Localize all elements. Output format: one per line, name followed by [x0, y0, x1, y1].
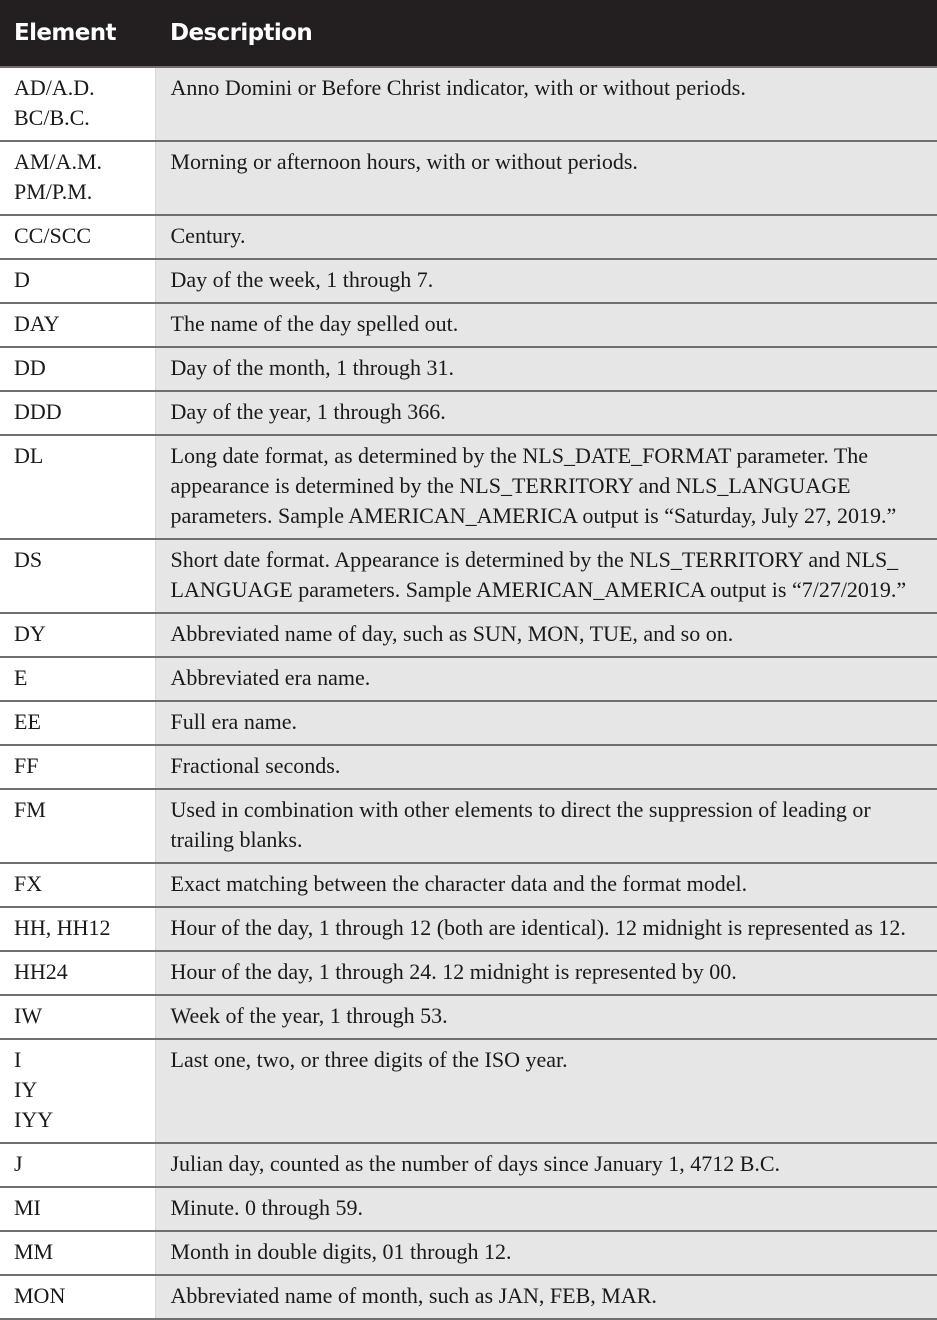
table-row — [0, 863, 937, 907]
element-cell: MM — [0, 1231, 155, 1275]
table-row — [0, 1039, 937, 1143]
description-cell: Abbreviated name of month, such as JAN, FEB, MAR. — [155, 1275, 937, 1319]
table-row — [0, 907, 937, 951]
element-cell: FX — [0, 863, 155, 907]
table-row — [0, 1187, 937, 1231]
element-cell: MON — [0, 1275, 155, 1319]
table-row — [0, 259, 937, 303]
description-cell: Abbreviated name of day, such as SUN, MON, TUE, and so on. — [155, 613, 937, 657]
element-cell: AD/A.D. BC/B.C. — [0, 67, 155, 141]
description-cell: Day of the year, 1 through 366. — [155, 391, 937, 435]
table-row — [0, 67, 937, 141]
element-cell: I IY IYY — [0, 1039, 155, 1143]
description-cell: Full era name. — [155, 701, 937, 745]
table-row — [0, 745, 937, 789]
description-cell: Month in double digits, 01 through 12. — [155, 1231, 937, 1275]
table-row — [0, 1275, 937, 1319]
element-cell: MI — [0, 1187, 155, 1231]
description-cell: The name of the day spelled out. — [155, 303, 937, 347]
element-cell: FF — [0, 745, 155, 789]
description-cell: Minute. 0 through 59. — [155, 1187, 937, 1231]
element-cell: IW — [0, 995, 155, 1039]
table-row — [0, 347, 937, 391]
description-cell: Exact matching between the character data and the format model. — [155, 863, 937, 907]
description-cell: Hour of the day, 1 through 12 (both are identical). 12 midnight is represented as 12. — [155, 907, 937, 951]
element-cell: E — [0, 657, 155, 701]
table-row — [0, 435, 937, 539]
table-row — [0, 539, 937, 613]
element-cell: DS — [0, 539, 155, 613]
table-row — [0, 303, 937, 347]
description-cell: Week of the year, 1 through 53. — [155, 995, 937, 1039]
header-element: Element — [0, 0, 155, 67]
element-cell: HH24 — [0, 951, 155, 995]
table-row — [0, 657, 937, 701]
element-cell: CC/SCC — [0, 215, 155, 259]
table-row — [0, 995, 937, 1039]
table-row — [0, 1143, 937, 1187]
table-row — [0, 701, 937, 745]
element-cell: AM/A.M. PM/P.M. — [0, 141, 155, 215]
element-cell: DY — [0, 613, 155, 657]
description-cell: Day of the month, 1 through 31. — [155, 347, 937, 391]
table-row — [0, 391, 937, 435]
table-row — [0, 613, 937, 657]
element-cell: FM — [0, 789, 155, 863]
description-cell: Morning or afternoon hours, with or without periods. — [155, 141, 937, 215]
element-cell: EE — [0, 701, 155, 745]
table-row — [0, 141, 937, 215]
table-row — [0, 215, 937, 259]
description-cell: Julian day, counted as the number of days since January 1, 4712 B.C. — [155, 1143, 937, 1187]
element-cell: DD — [0, 347, 155, 391]
description-cell: Century. — [155, 215, 937, 259]
description-cell: Long date format, as determined by the NLS_DATE_FORMAT parameter. The appearance is determined by the NLS_TERRITORY and NLS_LANGUAGE parameters. Sample AMERICAN_AMERICA output is “Saturday, July 27, 2019.” — [155, 435, 937, 539]
table-row — [0, 951, 937, 995]
element-cell: J — [0, 1143, 155, 1187]
description-cell: Fractional seconds. — [155, 745, 937, 789]
description-cell: Hour of the day, 1 through 24. 12 midnight is represented by 00. — [155, 951, 937, 995]
element-cell: HH, HH12 — [0, 907, 155, 951]
element-cell: DL — [0, 435, 155, 539]
description-cell: Abbreviated era name. — [155, 657, 937, 701]
description-cell: Day of the week, 1 through 7. — [155, 259, 937, 303]
description-cell: Last one, two, or three digits of the ISO year. — [155, 1039, 937, 1143]
header-row — [0, 0, 937, 67]
description-cell: Anno Domini or Before Christ indicator, with or without periods. — [155, 67, 937, 141]
element-cell: DAY — [0, 303, 155, 347]
header-description: Description — [155, 0, 937, 67]
table-row — [0, 1231, 937, 1275]
element-cell: D — [0, 259, 155, 303]
table-row — [0, 789, 937, 863]
description-cell: Short date format. Appearance is determined by the NLS_TERRITORY and NLS_ LANGUAGE parameters. Sample AMERICAN_AMERICA output is “7/27/2019.” — [155, 539, 937, 613]
element-cell: DDD — [0, 391, 155, 435]
description-cell: Used in combination with other elements to direct the suppression of leading or trailing blanks. — [155, 789, 937, 863]
